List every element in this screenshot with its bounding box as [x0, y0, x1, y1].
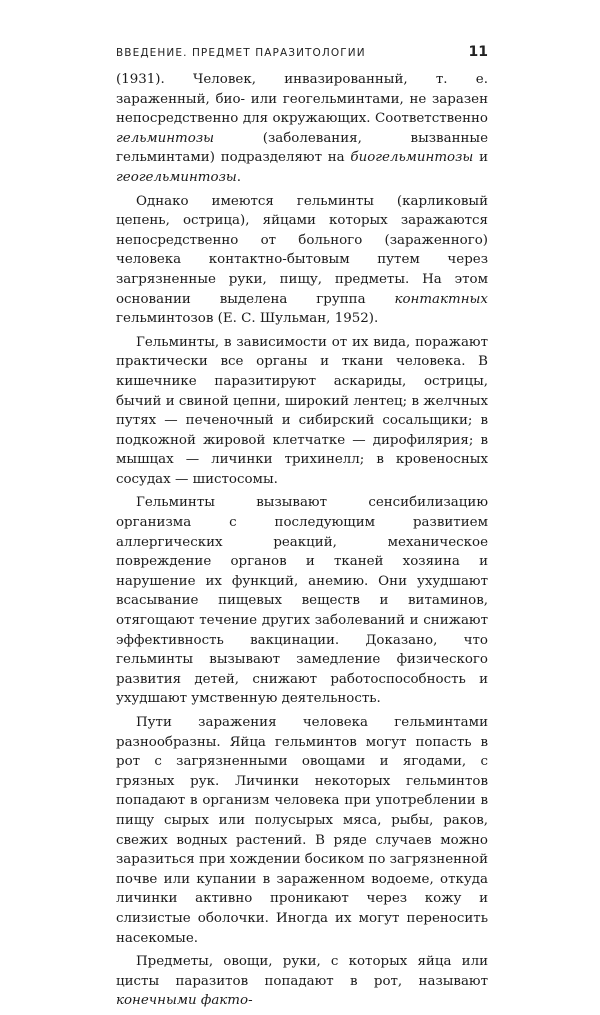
- italic-term: гельминтозы: [116, 130, 215, 146]
- paragraph: [116, 713, 488, 948]
- paragraph: [116, 333, 488, 490]
- text-run: .: [236, 169, 242, 185]
- body-text: [116, 70, 488, 1015]
- text-run: и: [473, 150, 488, 166]
- text-run: Пути заражения человека гельминтами разнообразны. Яйца гельминтов могут попасть в рот с загрязненными овощами и ягодами, с грязных рук. Личинки некоторых гельминтов попадают в организм человека при употреблении в пищу сырых или полусырых мяса, рыбы, раков, свежих водных растений. В ряде случаев можно заразиться при хождении босиком по загрязненной почве или купании в зараженном водоеме, откуда личинки активно проникают через кожу и слизистые оболочки. Иногда их могут переносить насекомые.: [116, 715, 488, 946]
- paragraph: [116, 493, 488, 709]
- running-title: ВВЕДЕНИЕ. ПРЕДМЕТ ПАРАЗИТОЛОГИИ: [116, 47, 366, 59]
- paragraph: [116, 952, 488, 1011]
- text-run: Гельминты вызывают сенсибилизацию организма с последующим развитием аллергических реакций, механическое повреждение органов и тканей хозяина и нарушение их функций, анемию. Они ухудшают всасывание пищевых веществ и витаминов, отягощают течение других заболеваний и снижают эффективность вакцинации. Доказано, что гельминты вызывают замедление физического развития детей, снижают работоспособность и ухудшают умственную деятельность.: [116, 495, 488, 707]
- italic-term: контактных: [394, 291, 488, 307]
- text-run: (заболевания, вызванные гельминтами) подразделяют на: [116, 130, 488, 166]
- page-header: [116, 44, 488, 60]
- page-number: 11: [468, 44, 488, 60]
- text-run: Предметы, овощи, руки, с которых яйца или цисты паразитов попадают в рот, называют: [116, 954, 488, 989]
- text-run: Гельминты, в зависимости от их вида, поражают практически все органы и ткани человека. В кишечнике паразитируют аскариды, острицы, бычий и свиной цепни, широкий лентец; в желчных путях — печеночный и сибирский сосальщики; в подкожной жировой клетчатке — дирофилярия; в мышцах — личинки трихинелл; в кровеносных сосудах — шистосомы.: [116, 334, 488, 487]
- italic-term: биогельминтозы: [350, 150, 474, 166]
- italic-term: конечными факто-: [116, 993, 253, 1009]
- text-run: гельминтозов (Е. С. Шульман, 1952).: [116, 311, 379, 327]
- text-run: Однако имеются гельминты (карликовый цепень, острица), яйцами которых заражаются непосредственно от больного (зараженного) человека контактно-бытовым путем через загрязненные руки, пищу, предметы. На этом основании выделена группа: [116, 193, 488, 307]
- paragraph: [116, 70, 488, 188]
- paragraph: [116, 192, 488, 329]
- italic-term: геогельминтозы: [116, 169, 237, 185]
- text-run: (1931). Человек, инвазированный, т. е. зараженный, био- или геогельминтами, не заразен непосредственно для окружающих. Соответственно: [116, 72, 488, 127]
